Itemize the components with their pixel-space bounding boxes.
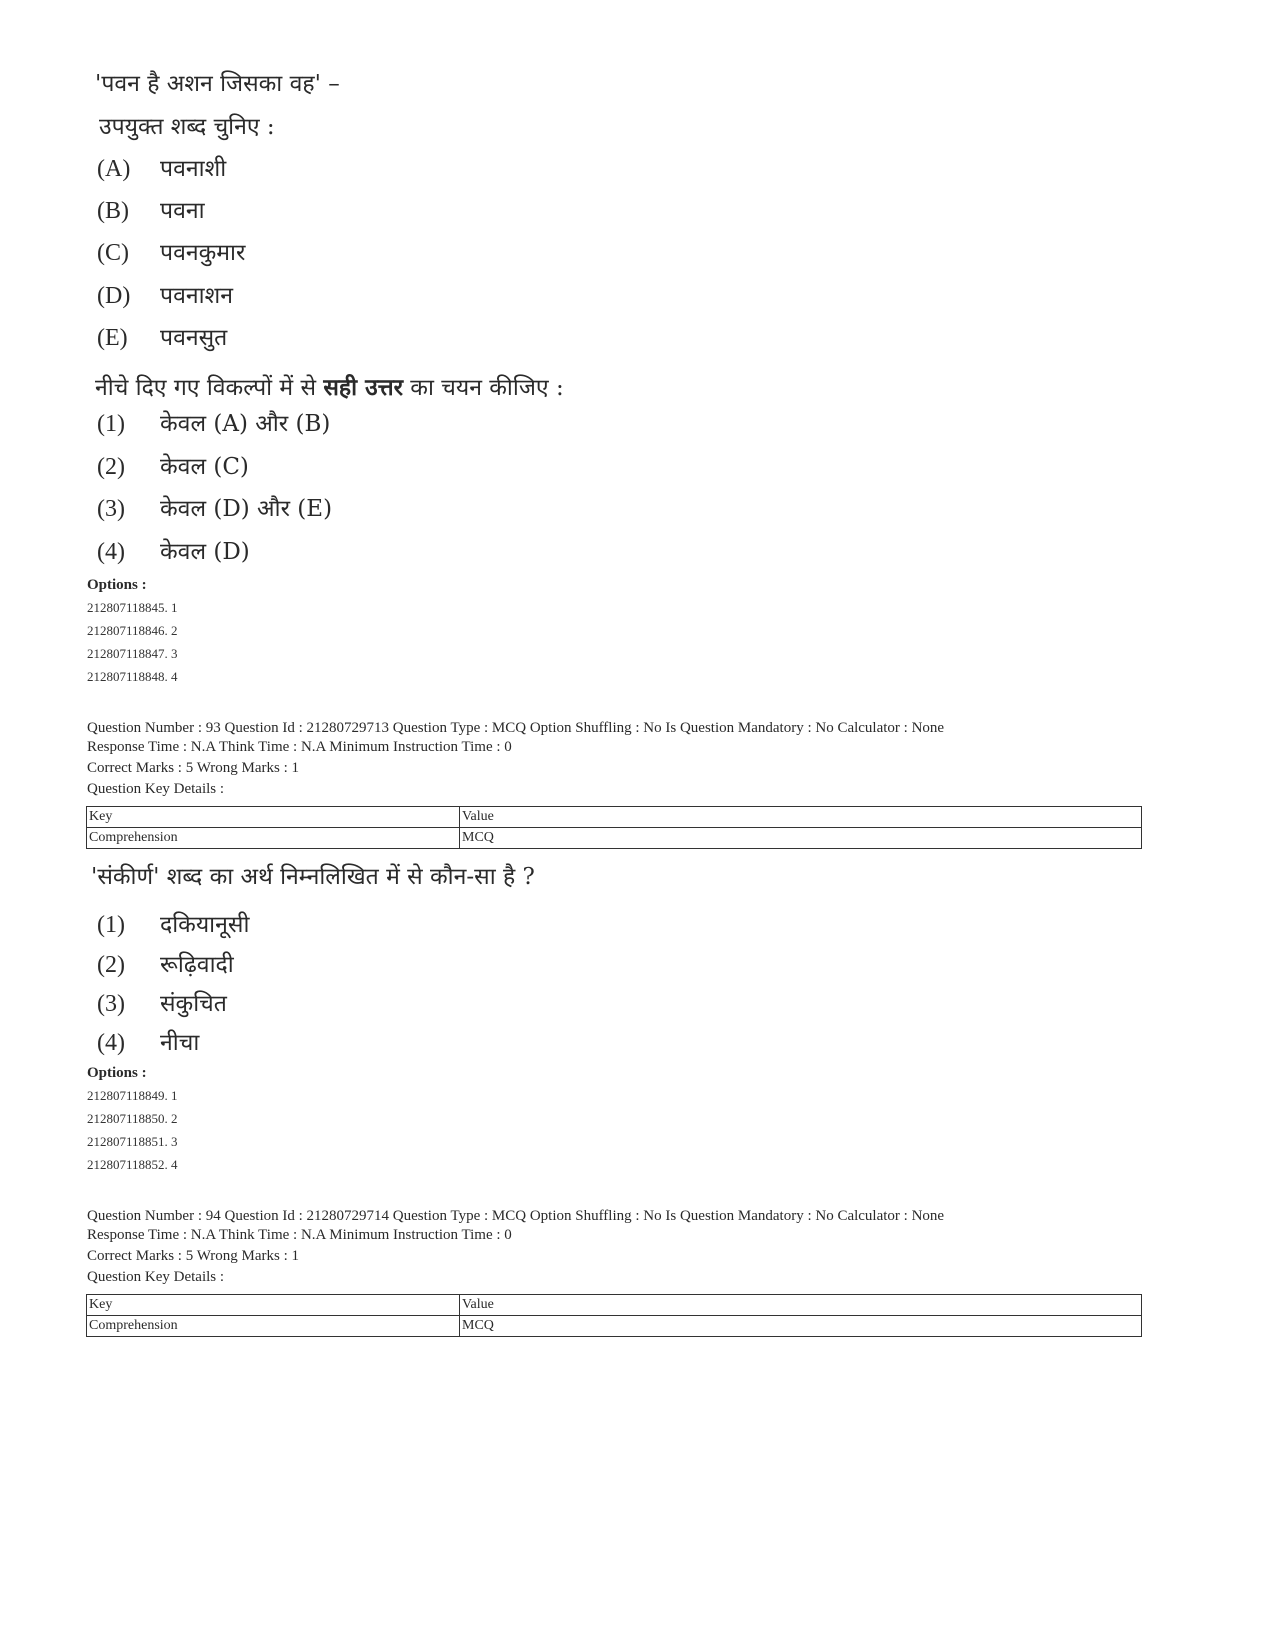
meta-line: Correct Marks : 5 Wrong Marks : 1: [87, 760, 299, 776]
question-stem: 'पवन है अशन जिसका वह' –: [95, 71, 340, 97]
table-cell-value: MCQ: [460, 1316, 1142, 1337]
options-block: [87, 575, 178, 688]
question-stem: 'संकीर्ण' शब्द का अर्थ निम्नलिखित में से कौन-सा है ?: [91, 864, 535, 890]
option-id: 212807118850. 2: [87, 1111, 178, 1126]
option-id: 212807118847. 3: [87, 646, 178, 661]
option-id: 212807118849. 1: [87, 1088, 178, 1103]
meta-line: Question Number : 94 Question Id : 21280729714 Question Type : MCQ Option Shuffling : No Is Question Mandatory : No Calculator : None: [87, 1208, 945, 1224]
table-header-value: Value: [460, 807, 1142, 828]
answer-text: नीचा: [160, 1030, 200, 1056]
answer-label: (3): [97, 991, 125, 1017]
choice-text: पवनाशन: [160, 283, 233, 309]
answer-option-3: [97, 491, 332, 523]
choice-d: [97, 278, 233, 310]
meta-line: Question Key Details :: [87, 781, 225, 797]
option-id: 212807118851. 3: [87, 1134, 178, 1149]
choice-label: (E): [97, 325, 128, 351]
answer-option-1: [97, 907, 249, 939]
table-header-key: Key: [87, 1295, 460, 1316]
answer-text: केवल (D): [160, 539, 250, 565]
meta-line: Correct Marks : 5 Wrong Marks : 1: [87, 1248, 299, 1264]
answer-option-3: [97, 986, 227, 1018]
option-id: 212807118846. 2: [87, 623, 178, 638]
answer-option-4: [97, 1025, 199, 1057]
choice-text: पवनाशी: [160, 156, 227, 182]
question-prompt: उपयुक्त शब्द चुनिए :: [99, 114, 275, 140]
table-cell-key: Comprehension: [87, 1316, 460, 1337]
answer-option-2: [97, 449, 249, 481]
choice-a: [97, 151, 226, 183]
choice-e: [97, 320, 227, 352]
answer-text: दकियानूसी: [160, 912, 250, 938]
option-id: 212807118852. 4: [87, 1157, 178, 1172]
table-row: [87, 828, 1142, 849]
meta-line: Response Time : N.A Think Time : N.A Minimum Instruction Time : 0: [87, 739, 512, 755]
table-row: [87, 1316, 1142, 1337]
answer-option-1: [97, 406, 330, 438]
answer-option-4: [97, 534, 250, 566]
meta-line: Question Number : 93 Question Id : 21280729713 Question Type : MCQ Option Shuffling : No Is Question Mandatory : No Calculator : None: [87, 720, 945, 736]
instruction: [95, 376, 564, 400]
option-id: 212807118848. 4: [87, 669, 178, 684]
table-header-value: Value: [460, 1295, 1142, 1316]
question-93-meta: [87, 718, 944, 800]
choice-text: पवनकुमार: [160, 240, 246, 266]
choice-label: (D): [97, 283, 131, 309]
choice-text: पवनसुत: [160, 325, 228, 351]
table-cell-key: Comprehension: [87, 828, 460, 849]
answer-text: संकुचित: [160, 991, 227, 1017]
question-93-key-table: [86, 806, 1142, 849]
answer-label: (3): [97, 496, 125, 522]
options-label: Options :: [87, 1065, 147, 1081]
answer-text: रूढ़िवादी: [160, 952, 234, 978]
table-header-key: Key: [87, 807, 460, 828]
answer-text: केवल (A) और (B): [160, 411, 331, 437]
choice-label: (A): [97, 156, 131, 182]
answer-label: (4): [97, 539, 125, 565]
table-row: [87, 1295, 1142, 1316]
question-94-key-table: [86, 1294, 1142, 1337]
choice-c: [97, 235, 245, 267]
meta-line: Question Key Details :: [87, 1269, 225, 1285]
instruction-emphasis: सही उत्तर: [323, 374, 403, 401]
choice-b: [97, 193, 205, 225]
meta-line: Response Time : N.A Think Time : N.A Minimum Instruction Time : 0: [87, 1227, 512, 1243]
options-label: Options :: [87, 577, 147, 593]
question-94-meta: [87, 1206, 944, 1288]
choice-label: (C): [97, 240, 129, 266]
answer-label: (1): [97, 411, 125, 437]
choice-text: पवना: [160, 198, 205, 224]
answer-option-2: [97, 947, 234, 979]
answer-text: केवल (D) और (E): [160, 496, 333, 522]
option-id: 212807118845. 1: [87, 600, 178, 615]
answer-label: (4): [97, 1030, 125, 1056]
answer-label: (1): [97, 912, 125, 938]
answer-label: (2): [97, 952, 125, 978]
instruction-text: नीचे दिए गए विकल्पों में से: [95, 375, 324, 401]
answer-label: (2): [97, 454, 125, 480]
answer-text: केवल (C): [160, 454, 249, 480]
table-row: [87, 807, 1142, 828]
choice-label: (B): [97, 198, 129, 224]
table-cell-value: MCQ: [460, 828, 1142, 849]
options-block: [87, 1063, 178, 1176]
instruction-text: का चयन कीजिए :: [403, 375, 564, 401]
